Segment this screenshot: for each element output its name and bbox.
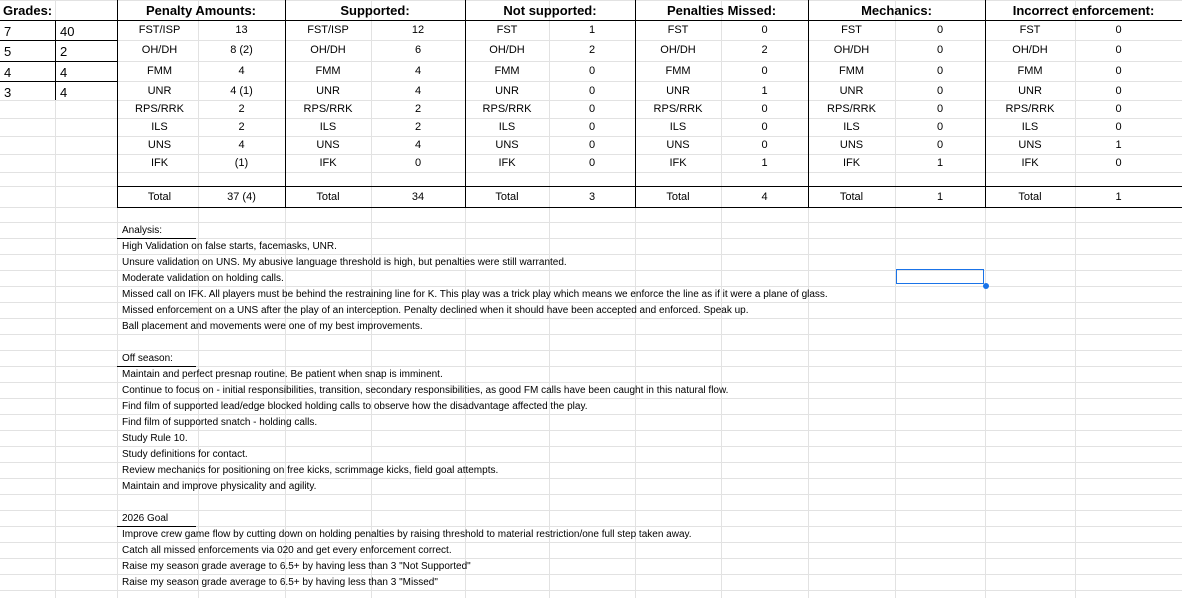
penalty-label[interactable]: IFK — [842, 157, 861, 169]
section-title[interactable]: Not supported: — [503, 3, 597, 18]
penalty-value[interactable]: 4 — [238, 65, 245, 77]
note-line[interactable]: 2026 Goal — [122, 513, 169, 524]
penalty-label[interactable]: IFK — [150, 157, 169, 169]
penalty-value[interactable]: 0 — [936, 103, 944, 115]
penalty-label[interactable]: FST/ISP — [307, 24, 349, 36]
section-title[interactable]: Incorrect enforcement: — [1012, 3, 1155, 18]
penalty-label[interactable]: UNR — [1018, 85, 1042, 97]
section-title[interactable]: Supported: — [340, 3, 410, 18]
selected-cell[interactable] — [896, 269, 984, 284]
note-line[interactable]: Study definitions for contact. — [122, 449, 248, 460]
total-label[interactable]: Total — [1018, 191, 1042, 203]
penalty-value[interactable]: 0 — [761, 103, 768, 115]
penalty-label[interactable]: FMM — [665, 65, 691, 77]
note-line[interactable]: Missed call on IFK. All players must be behind the restraining line for K. This play was a trick play which means we enforce the line as if it were a plane of glass. — [122, 289, 828, 300]
total-label[interactable]: Total — [666, 191, 690, 203]
penalty-value[interactable]: 4 (1) — [230, 85, 253, 97]
note-line[interactable]: Improve crew game flow by cutting down on holding penalties by raising threshold to material restriction/one full step taken away. — [122, 529, 692, 540]
penalty-label[interactable]: UNS — [666, 139, 690, 151]
penalty-label[interactable]: RPS/RRK — [482, 103, 532, 115]
penalty-label[interactable]: IFK — [319, 157, 337, 169]
section-title[interactable]: Mechanics: — [861, 3, 932, 18]
penalty-label[interactable]: FST — [667, 24, 689, 36]
penalty-label[interactable]: RPS/RRK — [303, 103, 353, 115]
penalty-value[interactable]: 1 — [936, 157, 944, 169]
grade-value[interactable]: 4 — [4, 65, 12, 80]
penalty-label[interactable]: RPS/RRK — [1005, 103, 1055, 115]
penalty-value[interactable]: 0 — [1115, 44, 1122, 56]
note-line[interactable]: Continue to focus on - initial responsibilities, transition, secondary responsibilities, as good FM calls have been caught in this natural flow. — [122, 385, 729, 396]
note-line[interactable]: Raise my season grade average to 6.5+ by having less than 3 "Not Supported" — [122, 561, 471, 572]
note-line[interactable]: Unsure validation on UNS. My abusive language threshold is high, but penalties were still warranted. — [122, 257, 567, 268]
total-label[interactable]: Total — [147, 191, 172, 203]
penalty-label[interactable]: UNR — [147, 85, 172, 97]
penalty-value[interactable]: 0 — [588, 103, 596, 115]
penalty-label[interactable]: UNR — [839, 85, 864, 97]
note-line[interactable]: High Validation on false starts, facemasks, UNR. — [122, 241, 337, 252]
penalty-value[interactable]: 2 — [238, 121, 245, 133]
penalty-label[interactable]: FMM — [494, 65, 520, 77]
penalty-value[interactable]: 4 — [414, 139, 422, 151]
grade-value[interactable]: 7 — [4, 24, 12, 39]
penalty-value[interactable]: 0 — [1115, 85, 1122, 97]
section-title[interactable]: Penalties Missed: — [666, 3, 777, 18]
penalty-label[interactable]: OH/DH — [833, 44, 870, 56]
penalty-label[interactable]: UNR — [666, 85, 690, 97]
penalty-label[interactable]: RPS/RRK — [827, 103, 876, 115]
penalty-value[interactable]: 0 — [588, 85, 596, 97]
penalty-label[interactable]: IFK — [498, 157, 516, 169]
note-line[interactable]: Missed enforcement on a UNS after the play of an interception. Penalty declined when it should have been accepted and enforced. Speak up. — [122, 305, 749, 316]
total-value[interactable]: 3 — [588, 191, 596, 203]
penalty-value[interactable]: 4 — [414, 65, 422, 77]
grade-count[interactable]: 2 — [60, 44, 68, 59]
penalty-label[interactable]: FST/ISP — [138, 24, 181, 36]
penalty-label[interactable]: FST — [1019, 24, 1041, 36]
penalty-label[interactable]: ILS — [1021, 121, 1039, 133]
penalty-value[interactable]: 0 — [588, 65, 596, 77]
grade-count[interactable]: 40 — [60, 24, 75, 39]
penalty-label[interactable]: UNR — [316, 85, 340, 97]
note-line[interactable]: Off season: — [122, 353, 173, 364]
grade-count[interactable]: 4 — [60, 85, 68, 100]
penalty-label[interactable]: ILS — [843, 121, 860, 133]
note-line[interactable]: Find film of supported lead/edge blocked holding calls to observe how the disadvantage affected the play. — [122, 401, 588, 412]
grade-value[interactable]: 5 — [4, 44, 12, 59]
total-value[interactable]: 1 — [936, 191, 944, 203]
penalty-value[interactable]: 0 — [936, 139, 944, 151]
note-line[interactable]: Moderate validation on holding calls. — [122, 273, 284, 284]
penalty-value[interactable]: 1 — [1115, 139, 1122, 151]
penalty-label[interactable]: FMM — [838, 65, 865, 77]
penalty-value[interactable]: 0 — [936, 65, 944, 77]
penalty-label[interactable]: RPS/RRK — [653, 103, 703, 115]
penalty-label[interactable]: UNR — [495, 85, 519, 97]
total-label[interactable]: Total — [495, 191, 519, 203]
section-title[interactable]: Penalty Amounts: — [145, 3, 257, 18]
penalty-value[interactable]: 0 — [936, 44, 944, 56]
penalty-value[interactable]: 0 — [936, 24, 944, 36]
penalty-label[interactable]: OH/DH — [489, 44, 525, 56]
penalty-label[interactable]: FST — [841, 24, 862, 36]
note-line[interactable]: Review mechanics for positioning on free kicks, scrimmage kicks, field goal attempts. — [122, 465, 499, 476]
penalty-value[interactable]: 4 — [414, 85, 422, 97]
penalty-value[interactable]: 0 — [761, 24, 768, 36]
penalty-label[interactable]: OH/DH — [1012, 44, 1048, 56]
penalty-value[interactable]: 0 — [414, 157, 422, 169]
penalty-label[interactable]: ILS — [669, 121, 687, 133]
note-line[interactable]: Maintain and perfect presnap routine. Be patient when snap is imminent. — [122, 369, 443, 380]
penalty-label[interactable]: UNS — [495, 139, 519, 151]
penalty-value[interactable]: 0 — [1115, 103, 1122, 115]
penalty-value[interactable]: 0 — [1115, 157, 1122, 169]
penalty-value[interactable]: 1 — [761, 85, 768, 97]
penalty-label[interactable]: RPS/RRK — [135, 103, 184, 115]
penalty-value[interactable]: 0 — [1115, 121, 1122, 133]
total-value[interactable]: 4 — [761, 191, 768, 203]
grade-count[interactable]: 4 — [60, 65, 68, 80]
penalty-label[interactable]: IFK — [669, 157, 687, 169]
penalty-label[interactable]: FST — [496, 24, 518, 36]
grades-header[interactable]: Grades: — [3, 3, 53, 18]
note-line[interactable]: Catch all missed enforcements via 020 and get every enforcement correct. — [122, 545, 452, 556]
note-line[interactable]: Analysis: — [122, 225, 163, 236]
penalty-label[interactable]: ILS — [498, 121, 516, 133]
penalty-value[interactable]: 0 — [1115, 65, 1122, 77]
grade-value[interactable]: 3 — [4, 85, 12, 100]
penalty-label[interactable]: FMM — [146, 65, 173, 77]
penalty-label[interactable]: UNS — [316, 139, 340, 151]
penalty-label[interactable]: ILS — [151, 121, 168, 133]
note-line[interactable]: Maintain and improve physicality and agility. — [122, 481, 317, 492]
penalty-value[interactable]: 0 — [936, 85, 944, 97]
total-label[interactable]: Total — [316, 191, 340, 203]
penalty-label[interactable]: UNS — [839, 139, 864, 151]
penalty-label[interactable]: UNS — [1018, 139, 1042, 151]
penalty-value[interactable]: 0 — [588, 157, 596, 169]
penalty-label[interactable]: IFK — [1021, 157, 1039, 169]
penalty-label[interactable]: OH/DH — [310, 44, 346, 56]
note-line[interactable]: Raise my season grade average to 6.5+ by having less than 3 "Missed" — [122, 577, 438, 588]
penalty-value[interactable]: 0 — [761, 121, 768, 133]
penalty-label[interactable]: FMM — [1017, 65, 1043, 77]
penalty-label[interactable]: OH/DH — [141, 44, 178, 56]
penalty-value[interactable]: 0 — [588, 139, 596, 151]
total-label[interactable]: Total — [839, 191, 864, 203]
penalty-value[interactable]: 12 — [411, 24, 425, 36]
penalty-value[interactable]: 8 (2) — [230, 44, 253, 56]
note-line[interactable]: Find film of supported snatch - holding calls. — [122, 417, 318, 428]
penalty-value[interactable]: 0 — [761, 139, 768, 151]
total-value[interactable]: 37 (4) — [227, 191, 256, 203]
penalty-value[interactable]: 2 — [414, 103, 422, 115]
penalty-value[interactable]: 2 — [761, 44, 768, 56]
penalty-value[interactable]: 6 — [414, 44, 422, 56]
penalty-value[interactable]: 1 — [588, 24, 596, 36]
penalty-label[interactable]: OH/DH — [660, 44, 696, 56]
penalty-value[interactable]: 0 — [936, 121, 944, 133]
penalty-value[interactable]: 2 — [588, 44, 596, 56]
total-value[interactable]: 34 — [411, 191, 425, 203]
note-line[interactable]: Ball placement and movements were one of my best improvements. — [122, 321, 423, 332]
penalty-label[interactable]: ILS — [319, 121, 337, 133]
penalty-value[interactable]: 0 — [1115, 24, 1122, 36]
total-value[interactable]: 1 — [1115, 191, 1122, 203]
penalty-value[interactable]: 1 — [761, 157, 768, 169]
penalty-value[interactable]: 0 — [588, 121, 596, 133]
fill-handle[interactable] — [983, 283, 989, 289]
penalty-value[interactable]: (1) — [234, 157, 249, 169]
penalty-label[interactable]: FMM — [315, 65, 341, 77]
penalty-label[interactable]: UNS — [147, 139, 172, 151]
penalty-value[interactable]: 0 — [761, 65, 768, 77]
penalty-value[interactable]: 13 — [235, 24, 248, 36]
note-line[interactable]: Study Rule 10. — [122, 433, 188, 444]
penalty-value[interactable]: 2 — [238, 103, 245, 115]
penalty-value[interactable]: 4 — [238, 139, 245, 151]
penalty-value[interactable]: 2 — [414, 121, 422, 133]
